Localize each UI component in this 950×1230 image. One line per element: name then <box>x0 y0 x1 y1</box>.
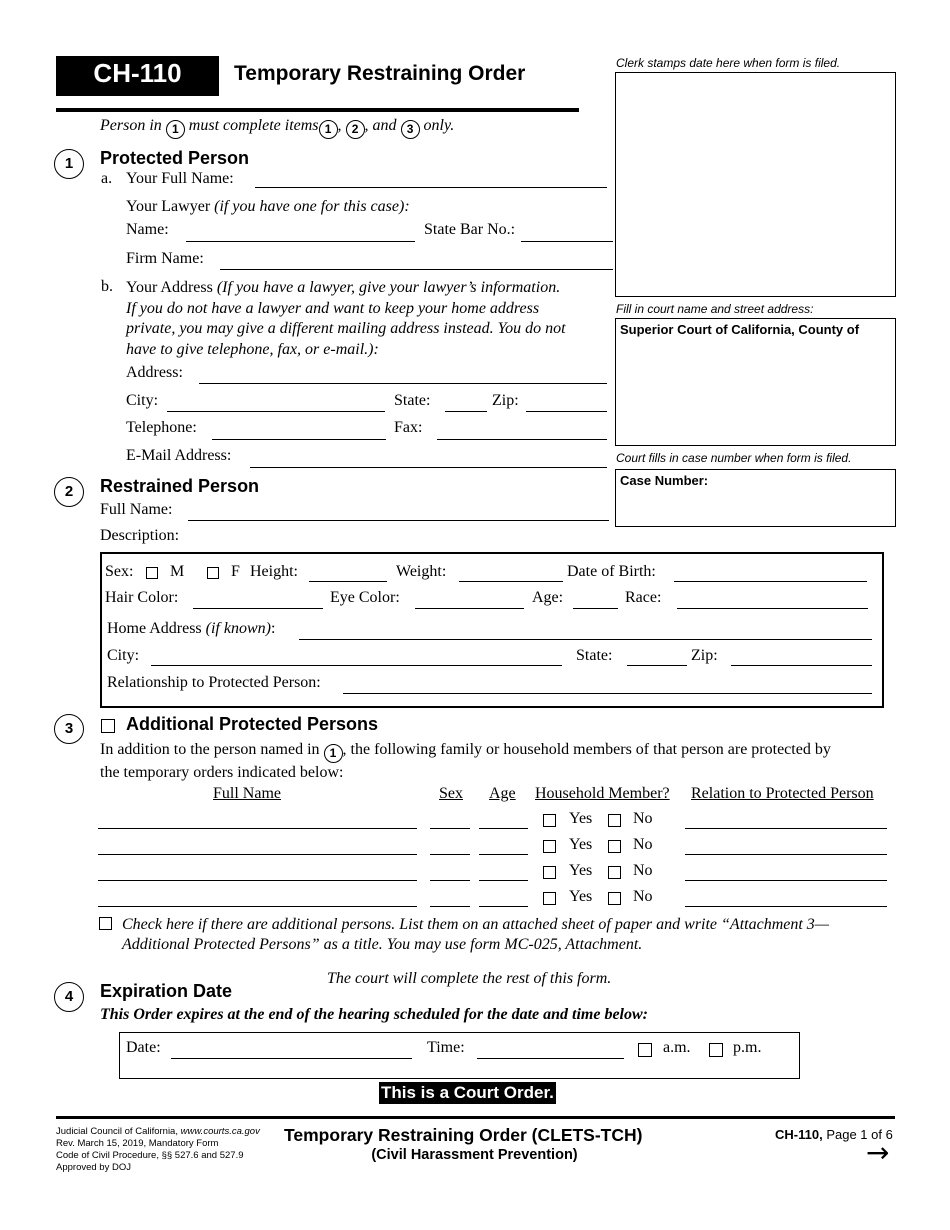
court-name-box[interactable] <box>615 318 896 446</box>
footer-subtitle: (Civil Harassment Prevention) <box>371 1147 578 1163</box>
sex-m-checkbox[interactable] <box>146 567 158 579</box>
section-4-title: Expiration Date <box>100 981 233 1001</box>
form-title: Temporary Restraining Order <box>234 62 526 85</box>
person-sex-field[interactable] <box>430 906 470 907</box>
case-number-label: Case Number: <box>620 473 709 488</box>
sex-f-checkbox[interactable] <box>207 567 219 579</box>
court-order-banner: This is a Court Order. <box>381 1083 554 1102</box>
form-code: CH-110 <box>93 58 182 88</box>
household-yes-checkbox[interactable] <box>543 840 556 853</box>
state-field[interactable] <box>445 411 487 412</box>
household-yes-checkbox[interactable] <box>543 866 556 879</box>
household-no-label: No <box>633 810 653 827</box>
household-no-label: No <box>633 836 653 853</box>
sex-f-label: F <box>231 563 240 580</box>
race-field[interactable] <box>677 608 868 609</box>
eye-color-label: Eye Color: <box>330 589 400 606</box>
section-2-title: Restrained Person <box>100 476 260 496</box>
weight-field[interactable] <box>459 581 563 582</box>
household-yes-label: Yes <box>569 888 593 905</box>
dob-label: Date of Birth: <box>567 563 656 580</box>
section-4-number: 4 <box>54 982 84 1012</box>
city-field[interactable] <box>167 411 385 412</box>
zip-field[interactable] <box>526 411 607 412</box>
col-household-member: Household Member? <box>535 785 670 802</box>
restrained-full-name-label: Full Name: <box>100 501 173 518</box>
eye-color-field[interactable] <box>415 608 524 609</box>
court-name: Superior Court of California, County of <box>620 322 860 337</box>
col-relation: Relation to Protected Person <box>691 785 874 802</box>
hair-color-field[interactable] <box>193 608 323 609</box>
relationship-label: Relationship to Protected Person: <box>107 674 321 691</box>
section-3-title: Additional Protected Persons <box>126 714 379 734</box>
city-label: City: <box>126 392 159 409</box>
person-relation-field[interactable] <box>685 828 887 829</box>
hair-color-label: Hair Color: <box>105 589 179 606</box>
state-bar-label: State Bar No.: <box>424 221 516 238</box>
person-name-field[interactable] <box>98 906 417 907</box>
person-age-field[interactable] <box>479 854 528 855</box>
fax-label: Fax: <box>394 419 423 436</box>
state-label: State: <box>394 392 431 409</box>
home-address-label: Home Address (if known): <box>107 620 276 637</box>
restrained-city-label: City: <box>107 647 140 664</box>
attachment-checkbox[interactable] <box>99 917 112 930</box>
lawyer-name-field[interactable] <box>186 241 415 242</box>
race-label: Race: <box>625 589 662 606</box>
fax-field[interactable] <box>437 439 607 440</box>
footer-rule <box>56 1116 895 1119</box>
hearing-date-field[interactable] <box>171 1058 412 1059</box>
item-1-circle: 1 <box>166 120 185 139</box>
telephone-label: Telephone: <box>126 419 197 436</box>
hearing-time-field[interactable] <box>477 1058 624 1059</box>
item-a-letter: a. <box>101 170 113 187</box>
email-label: E-Mail Address: <box>126 447 232 464</box>
hearing-date-label: Date: <box>126 1039 161 1056</box>
weight-label: Weight: <box>396 563 447 580</box>
household-yes-label: Yes <box>569 810 593 827</box>
restrained-zip-field[interactable] <box>731 665 872 666</box>
lawyer-name-label: Name: <box>126 221 169 238</box>
person-relation-field[interactable] <box>685 854 887 855</box>
person-age-field[interactable] <box>479 828 528 829</box>
age-field[interactable] <box>573 608 618 609</box>
col-age: Age <box>489 785 516 802</box>
clerk-stamp-box[interactable] <box>615 72 896 297</box>
home-address-field[interactable] <box>299 639 872 640</box>
telephone-field[interactable] <box>212 439 386 440</box>
restrained-city-field[interactable] <box>151 665 562 666</box>
hearing-time-label: Time: <box>427 1039 465 1056</box>
am-checkbox[interactable] <box>638 1043 652 1057</box>
expiration-statement: This Order expires at the end of the hearing scheduled for the date and time below: <box>100 1006 648 1023</box>
person-age-field[interactable] <box>479 880 528 881</box>
clerk-stamp-label: Clerk stamps date here when form is filed. <box>616 56 841 70</box>
household-yes-checkbox[interactable] <box>543 892 556 905</box>
item-b-letter: b. <box>101 278 113 295</box>
person-sex-field[interactable] <box>430 880 470 881</box>
next-page-arrow-icon[interactable]: → <box>866 1136 890 1169</box>
person-sex-field[interactable] <box>430 828 470 829</box>
household-yes-label: Yes <box>569 836 593 853</box>
pm-checkbox[interactable] <box>709 1043 723 1057</box>
footer-title: Temporary Restraining Order (CLETS-TCH) <box>284 1125 643 1145</box>
intro-instruction: Person in 1 must complete items 1 , 2 , and 3 only. <box>100 117 454 139</box>
court-name-label: Fill in court name and street address: <box>616 302 814 316</box>
full-name-label: Your Full Name: <box>126 170 234 187</box>
case-number-label-note: Court fills in case number when form is filed. <box>616 451 852 465</box>
address-instructions: Your Address (If you have a lawyer, give your lawyer’s information. If you do not have a lawyer and want to keep your home address private, you may give a different mailing address instead. You do not have to give telephone, fax, or e-mail.): <box>126 279 566 358</box>
person-name-field[interactable] <box>98 880 417 881</box>
lawyer-label: Your Lawyer (if you have one for this case): <box>126 198 410 215</box>
court-completes-note: The court will complete the rest of this form. <box>327 970 612 987</box>
footer-page-info: CH-110, Page 1 of 6 <box>775 1127 893 1142</box>
person-sex-field[interactable] <box>430 854 470 855</box>
restrained-zip-label: Zip: <box>691 647 718 664</box>
restrained-state-label: State: <box>576 647 613 664</box>
person-relation-field[interactable] <box>685 880 887 881</box>
address-label: Address: <box>126 364 183 381</box>
restrained-full-name-field[interactable] <box>188 520 609 521</box>
additional-persons-checkbox[interactable] <box>101 719 115 733</box>
email-field[interactable] <box>250 467 607 468</box>
dob-field[interactable] <box>674 581 867 582</box>
relationship-field[interactable] <box>343 693 872 694</box>
col-sex: Sex <box>439 785 463 802</box>
footer-legal: Judicial Council of California, www.courts.ca.gov Rev. March 15, 2019, Mandatory Form Code of Civil Procedure, §§ 527.6 and 527.9 Approved by DOJ <box>56 1126 260 1173</box>
household-no-checkbox[interactable] <box>608 866 621 879</box>
address-field[interactable] <box>199 383 607 384</box>
household-no-label: No <box>633 862 653 879</box>
height-label: Height: <box>250 563 298 580</box>
household-no-checkbox[interactable] <box>608 840 621 853</box>
firm-name-label: Firm Name: <box>126 250 204 267</box>
sex-label: Sex: <box>105 563 134 580</box>
height-field[interactable] <box>309 581 387 582</box>
age-label: Age: <box>532 589 564 606</box>
section-1-title: Protected Person <box>100 148 250 168</box>
zip-label: Zip: <box>492 392 519 409</box>
col-full-name: Full Name <box>213 785 281 802</box>
section-3-number: 3 <box>54 714 84 744</box>
person-name-field[interactable] <box>98 828 417 829</box>
household-no-checkbox[interactable] <box>608 814 621 827</box>
sex-m-label: M <box>170 563 185 580</box>
household-yes-checkbox[interactable] <box>543 814 556 827</box>
description-label: Description: <box>100 527 180 544</box>
section-2-number: 2 <box>54 477 84 507</box>
person-age-field[interactable] <box>479 906 528 907</box>
attachment-instructions: Check here if there are additional persons. List them on an attached sheet of paper and write “Attachment 3— Additional Protected Persons” as a title. You may use form MC-025, Attachment. <box>122 916 830 953</box>
am-label: a.m. <box>663 1039 691 1056</box>
state-bar-field[interactable] <box>521 241 613 242</box>
firm-name-field[interactable] <box>220 269 613 270</box>
header-rule <box>56 108 579 112</box>
section-3-intro: In addition to the person named in 1 , the following family or household members of that person are protected by the temporary orders indicated below: <box>100 741 831 781</box>
section-1-number: 1 <box>54 149 84 179</box>
household-no-label: No <box>633 888 653 905</box>
person-relation-field[interactable] <box>685 906 887 907</box>
restrained-state-field[interactable] <box>627 665 687 666</box>
person-name-field[interactable] <box>98 854 417 855</box>
pm-label: p.m. <box>733 1039 762 1056</box>
full-name-field[interactable] <box>255 187 607 188</box>
household-no-checkbox[interactable] <box>608 892 621 905</box>
household-yes-label: Yes <box>569 862 593 879</box>
